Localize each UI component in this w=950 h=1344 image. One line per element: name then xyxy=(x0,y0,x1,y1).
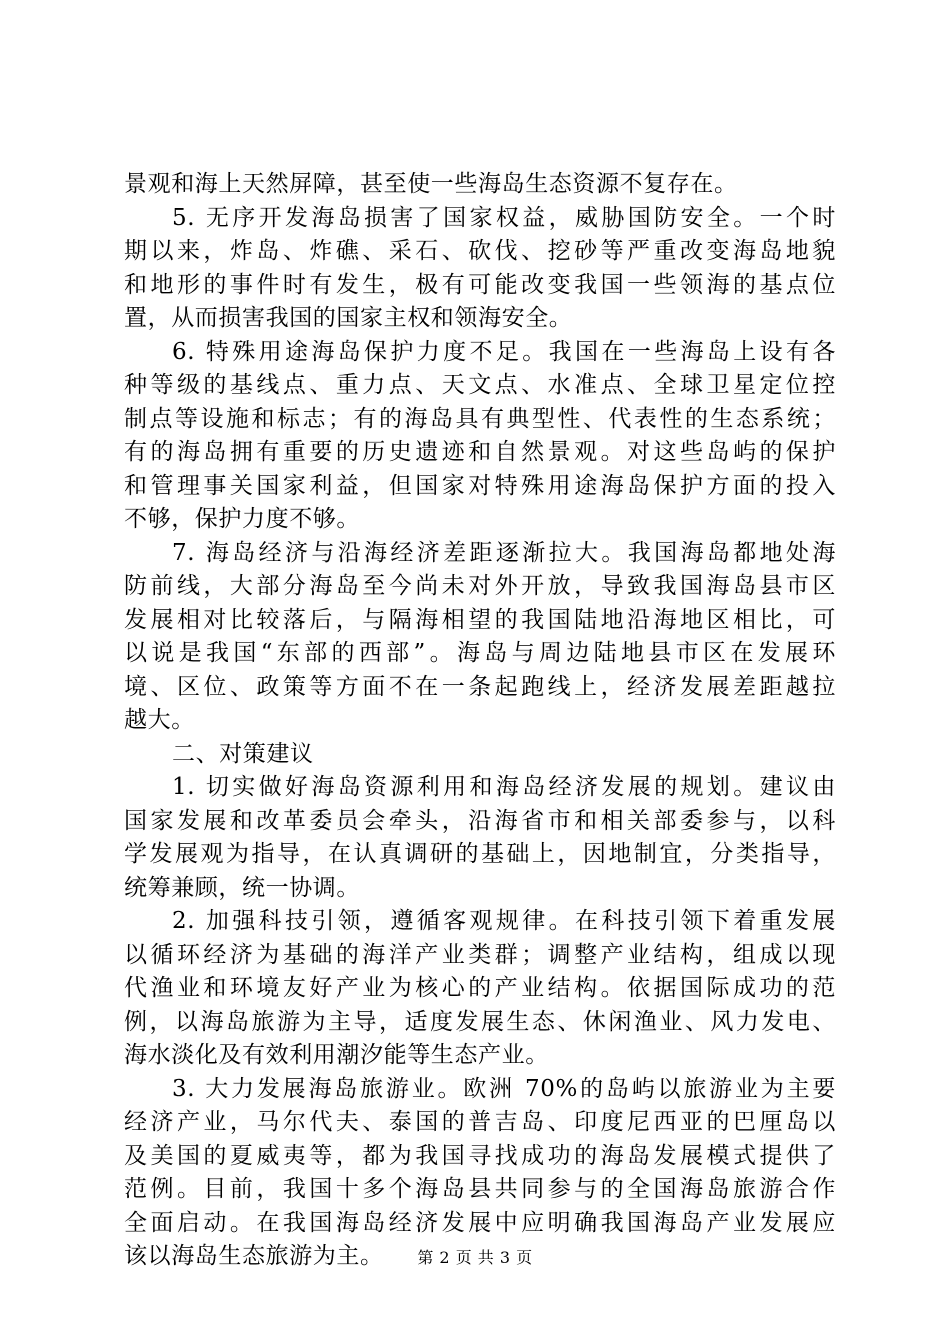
paragraph-line: 1. 切实做好海岛资源利用和海岛经济发展的规划。建议由 xyxy=(172,774,836,800)
paragraph-line: 统筹兼顾，统一协调。 xyxy=(124,874,360,901)
paragraph-line: 不够，保护力度不够。 xyxy=(124,506,360,532)
paragraph-line: 7. 海岛经济与沿海经济差距逐渐拉大。我国海岛都地处海 xyxy=(172,539,836,566)
paragraph-line: 发展相对比较落后，与隔海相望的我国陆地沿海地区相比，可 xyxy=(124,606,836,633)
paragraph-line: 种等级的基线点、重力点、天文点、水准点、全球卫星定位控 xyxy=(124,372,836,398)
paragraph-line: 范例。目前，我国十多个海岛县共同参与的全国海岛旅游合作 xyxy=(124,1176,836,1202)
paragraph-line: 6. 特殊用途海岛保护力度不足。我国在一些海岛上设有各 xyxy=(172,338,836,365)
paragraph-line: 有的海岛拥有重要的历史遗迹和自然景观。对这些岛屿的保护 xyxy=(124,439,836,465)
page-number-footer: 第 2 页 共 3 页 xyxy=(417,1248,533,1267)
paragraph-line: 置，从而损害我国的国家主权和领海安全。 xyxy=(124,305,573,331)
paragraph-line: 海水淡化及有效利用潮汐能等生态产业。 xyxy=(124,1042,549,1068)
paragraph-line: 例，以海岛旅游为主导，适度发展生态、休闲渔业、风力发电、 xyxy=(124,1008,836,1035)
paragraph-line: 代渔业和环境友好产业为核心的产业结构。依据国际成功的范 xyxy=(124,975,836,1001)
paragraph-line: 以说是我国“东部的西部”。海岛与周边陆地县市区在发展环 xyxy=(124,640,836,666)
paragraph-line: 2. 加强科技引领，遵循客观规律。在科技引领下着重发展 xyxy=(172,908,836,934)
section-heading: 二、对策建议 xyxy=(172,740,314,767)
paragraph-line: 全面启动。在我国海岛经济发展中应明确我国海岛产业发展应 xyxy=(124,1209,836,1236)
paragraph-line: 5. 无序开发海岛损害了国家权益，威胁国防安全。一个时 xyxy=(172,204,836,231)
document-body xyxy=(124,168,836,1274)
paragraph-line: 学发展观为指导，在认真调研的基础上，因地制宜，分类指导， xyxy=(124,841,836,867)
paragraph-line: 和地形的事件时有发生，极有可能改变我国一些领海的基点位 xyxy=(124,271,836,298)
paragraph-line: 景观和海上天然屏障，甚至使一些海岛生态资源不复存在。 xyxy=(124,171,738,197)
paragraph-line: 防前线，大部分海岛至今尚未对外开放，导致我国海岛县市区 xyxy=(124,573,836,599)
paragraph-line: 制点等设施和标志；有的海岛具有典型性、代表性的生态系统； xyxy=(124,405,836,432)
paragraph-line: 该以海岛生态旅游为主。 xyxy=(124,1243,384,1269)
paragraph-line: 3. 大力发展海岛旅游业。欧洲 70%的岛屿以旅游业为主要 xyxy=(172,1075,836,1102)
paragraph-line: 国家发展和改革委员会牵头，沿海省市和相关部委参与，以科 xyxy=(124,807,836,834)
paragraph-line: 及美国的夏威夷等，都为我国寻找成功的海岛发展模式提供了 xyxy=(124,1142,836,1169)
paragraph-line: 期以来，炸岛、炸礁、采石、砍伐、挖砂等严重改变海岛地貌 xyxy=(124,238,836,264)
paragraph-line: 境、区位、政策等方面不在一条起跑线上，经济发展差距越拉 xyxy=(124,673,836,700)
paragraph-line: 越大。 xyxy=(124,707,195,733)
paragraph-line: 经济产业，马尔代夫、泰国的普吉岛、印度尼西亚的巴厘岛以 xyxy=(124,1109,836,1135)
paragraph-line: 以循环经济为基础的海洋产业类群；调整产业结构，组成以现 xyxy=(124,941,836,968)
paragraph-line: 和管理事关国家利益，但国家对特殊用途海岛保护方面的投入 xyxy=(124,472,836,499)
